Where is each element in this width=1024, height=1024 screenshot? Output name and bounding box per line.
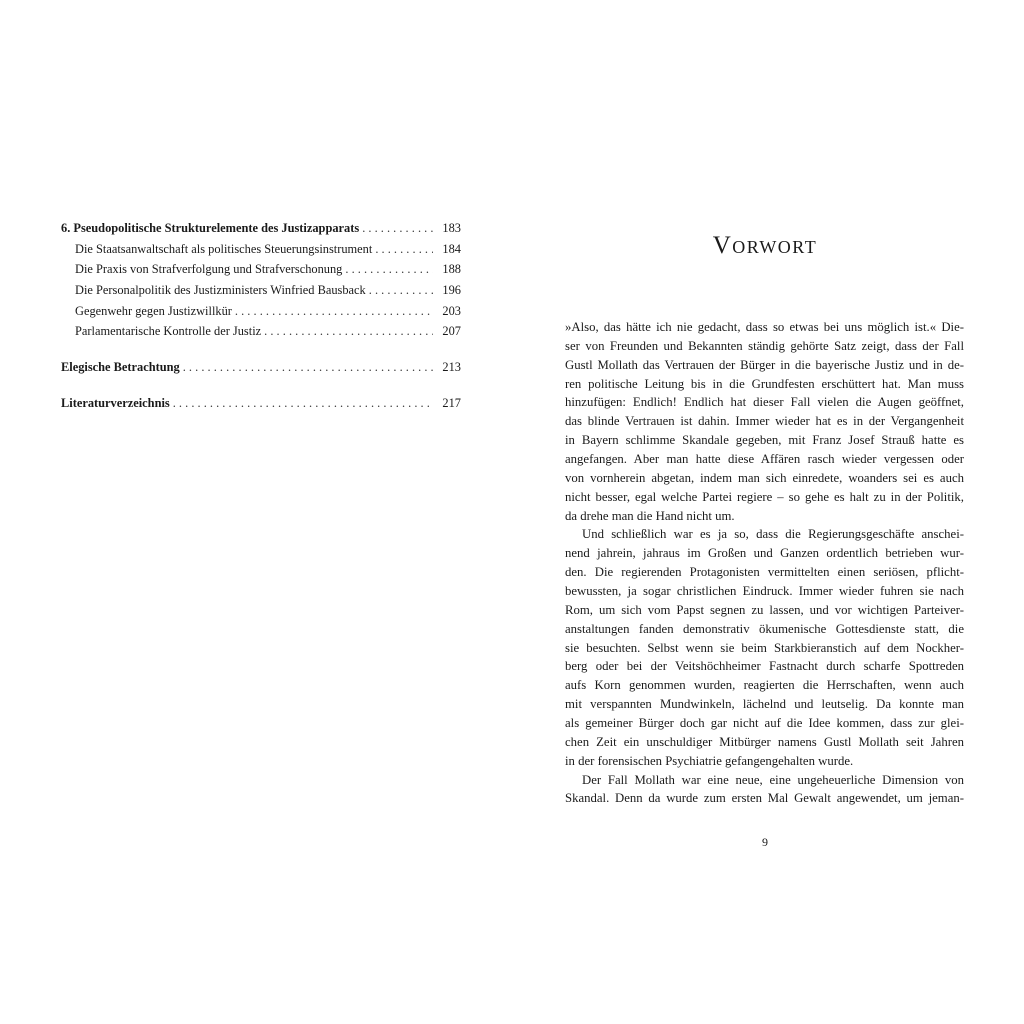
toc-entry-page: 188 (442, 262, 461, 277)
toc-entry-page: 183 (442, 221, 461, 235)
toc-leader-dots (173, 393, 433, 414)
text-line: berg oder bei der Veitshöchheimer Fastnacht durch scharfe Spottreden (565, 659, 964, 674)
text-line: in Bayern schlimme Skandale gegeben, mit Franz Josef Strauß hatte es (565, 433, 964, 448)
text-line: sie besuchten. Selbst wenn sie beim Starkbieranstich auf dem Nockher- (565, 640, 964, 655)
text-line: aufs Korn genommen wurden, reagierten die Herrschaften, wenn auch (565, 678, 964, 693)
toc-leader-dots (264, 321, 433, 342)
toc-leader-dots (235, 301, 433, 322)
toc-entry (61, 239, 461, 260)
toc-leader-dots (183, 357, 433, 378)
toc-entry-title: Elegische Betrachtung (61, 360, 180, 375)
toc-entry-title: Die Praxis von Strafverfolgung und Strafverschonung (75, 262, 343, 277)
toc-leader-dots (375, 239, 433, 260)
toc-entry-page: 203 (442, 303, 461, 318)
toc-entry-elegische-betrachtung (61, 357, 461, 378)
text-line: Der Fall Mollath war eine neue, eine ungeheuerliche Dimension von (582, 772, 964, 787)
text-line: nend jahrein, jahraus im Großen und Ganzen ordentlich betrieben wur- (565, 546, 964, 561)
toc-entry-chapter-6 (61, 218, 461, 239)
text-line: ser von Freunden und Bekannten ständig gehörte Satz zeigt, dass der Fall (565, 338, 964, 353)
text-line: chen Zeit ein unschuldiger Mitbürger namens Gustl Mollath seit Jahren (565, 734, 964, 749)
text-line: anstaltungen fanden demonstrativ ökumenische Gottesdienste statt, die (565, 621, 964, 636)
toc-entry-title: Parlamentarische Kontrolle der Justiz (75, 324, 262, 339)
toc-entry (61, 301, 461, 322)
toc-entry-title: Die Personalpolitik des Justizministers Winfried Bausback (75, 283, 366, 298)
toc-entry-literaturverzeichnis (61, 393, 461, 414)
text-line: Gustl Mollath das Vertrauen der Bürger in die bayerische Justiz und in de- (565, 357, 964, 372)
page-number: 9 (762, 835, 768, 849)
toc-leader-dots (369, 280, 433, 301)
paragraph (565, 771, 964, 809)
paragraph (565, 525, 964, 770)
toc-entry-page: 184 (442, 241, 461, 256)
text-line: »Also, das hätte ich nie gedacht, dass so etwas bei uns möglich ist.« Die- (565, 320, 964, 334)
toc-leader-dots (362, 218, 433, 239)
text-line: da drehe man die Hand nicht um. (565, 508, 735, 523)
toc-entry-title: 6. Pseudopolitische Strukturelemente des Justizapparats (61, 221, 360, 235)
text-line: ren politische Leitung bis in die Grundfesten erschüttert hat. Man muss (565, 376, 964, 391)
toc-entry-page: 207 (442, 324, 461, 339)
toc-entry (61, 280, 461, 301)
text-line: hinzufügen: Endlich! Endlich hat dieser Fall vielen die Augen geöffnet, (565, 395, 964, 410)
text-line: den. Die regierenden Protagonisten vermittelten einen seriösen, pflicht- (565, 565, 964, 580)
paragraph (565, 318, 964, 525)
toc-entry-page: 213 (442, 360, 461, 375)
text-line: in der forensischen Psychiatrie gefangengehalten wurde. (565, 753, 854, 768)
toc-leader-dots (345, 259, 433, 280)
chapter-title: Vorwort (712, 232, 818, 259)
text-line: nicht besser, egal welche Partei regiere – so gehe es halt zu in der Politik, (565, 489, 964, 504)
text-line: als gemeiner Bürger doch gar nicht auf die Idee kommen, dass zur glei- (565, 716, 964, 731)
text-line: mit verspannten Mundwinkeln, lächelnd und leutselig. Da konnte man (565, 697, 964, 712)
toc-entry (61, 259, 461, 280)
toc-entry-title: Literaturverzeichnis (61, 395, 170, 410)
text-line: Und schließlich war es ja so, dass die Regierungsgeschäfte anschei- (582, 527, 964, 542)
text-line: Skandal. Denn da wurde zum ersten Mal Gewalt angewendet, um jeman- (565, 791, 964, 806)
table-of-contents (61, 218, 461, 414)
text-line: bewussten, ja sogar christlichen Eindruck. Immer wieder fuhren sie nach (565, 584, 964, 599)
text-line: das blinde Vertrauen ist dahin. Immer wieder hat es in der Vergangenheit (565, 414, 964, 429)
toc-entry-title: Die Staatsanwaltschaft als politisches Steuerungsinstrument (75, 241, 373, 256)
text-line: Rom, um sich vom Papst segnen zu lassen, und vor wichtigen Parteiver- (565, 602, 964, 617)
toc-entry-page: 217 (442, 395, 461, 410)
body-text (565, 318, 964, 808)
toc-entry (61, 321, 461, 342)
text-line: von vornherein abgetan, indem man sich einredete, woanders sei es auch (565, 470, 964, 485)
toc-entry-page: 196 (442, 283, 461, 298)
toc-entry-title: Gegenwehr gegen Justizwillkür (75, 303, 232, 318)
text-line: angefangen. Aber man hatte diese Affären rasch wieder vergessen oder (565, 452, 964, 467)
